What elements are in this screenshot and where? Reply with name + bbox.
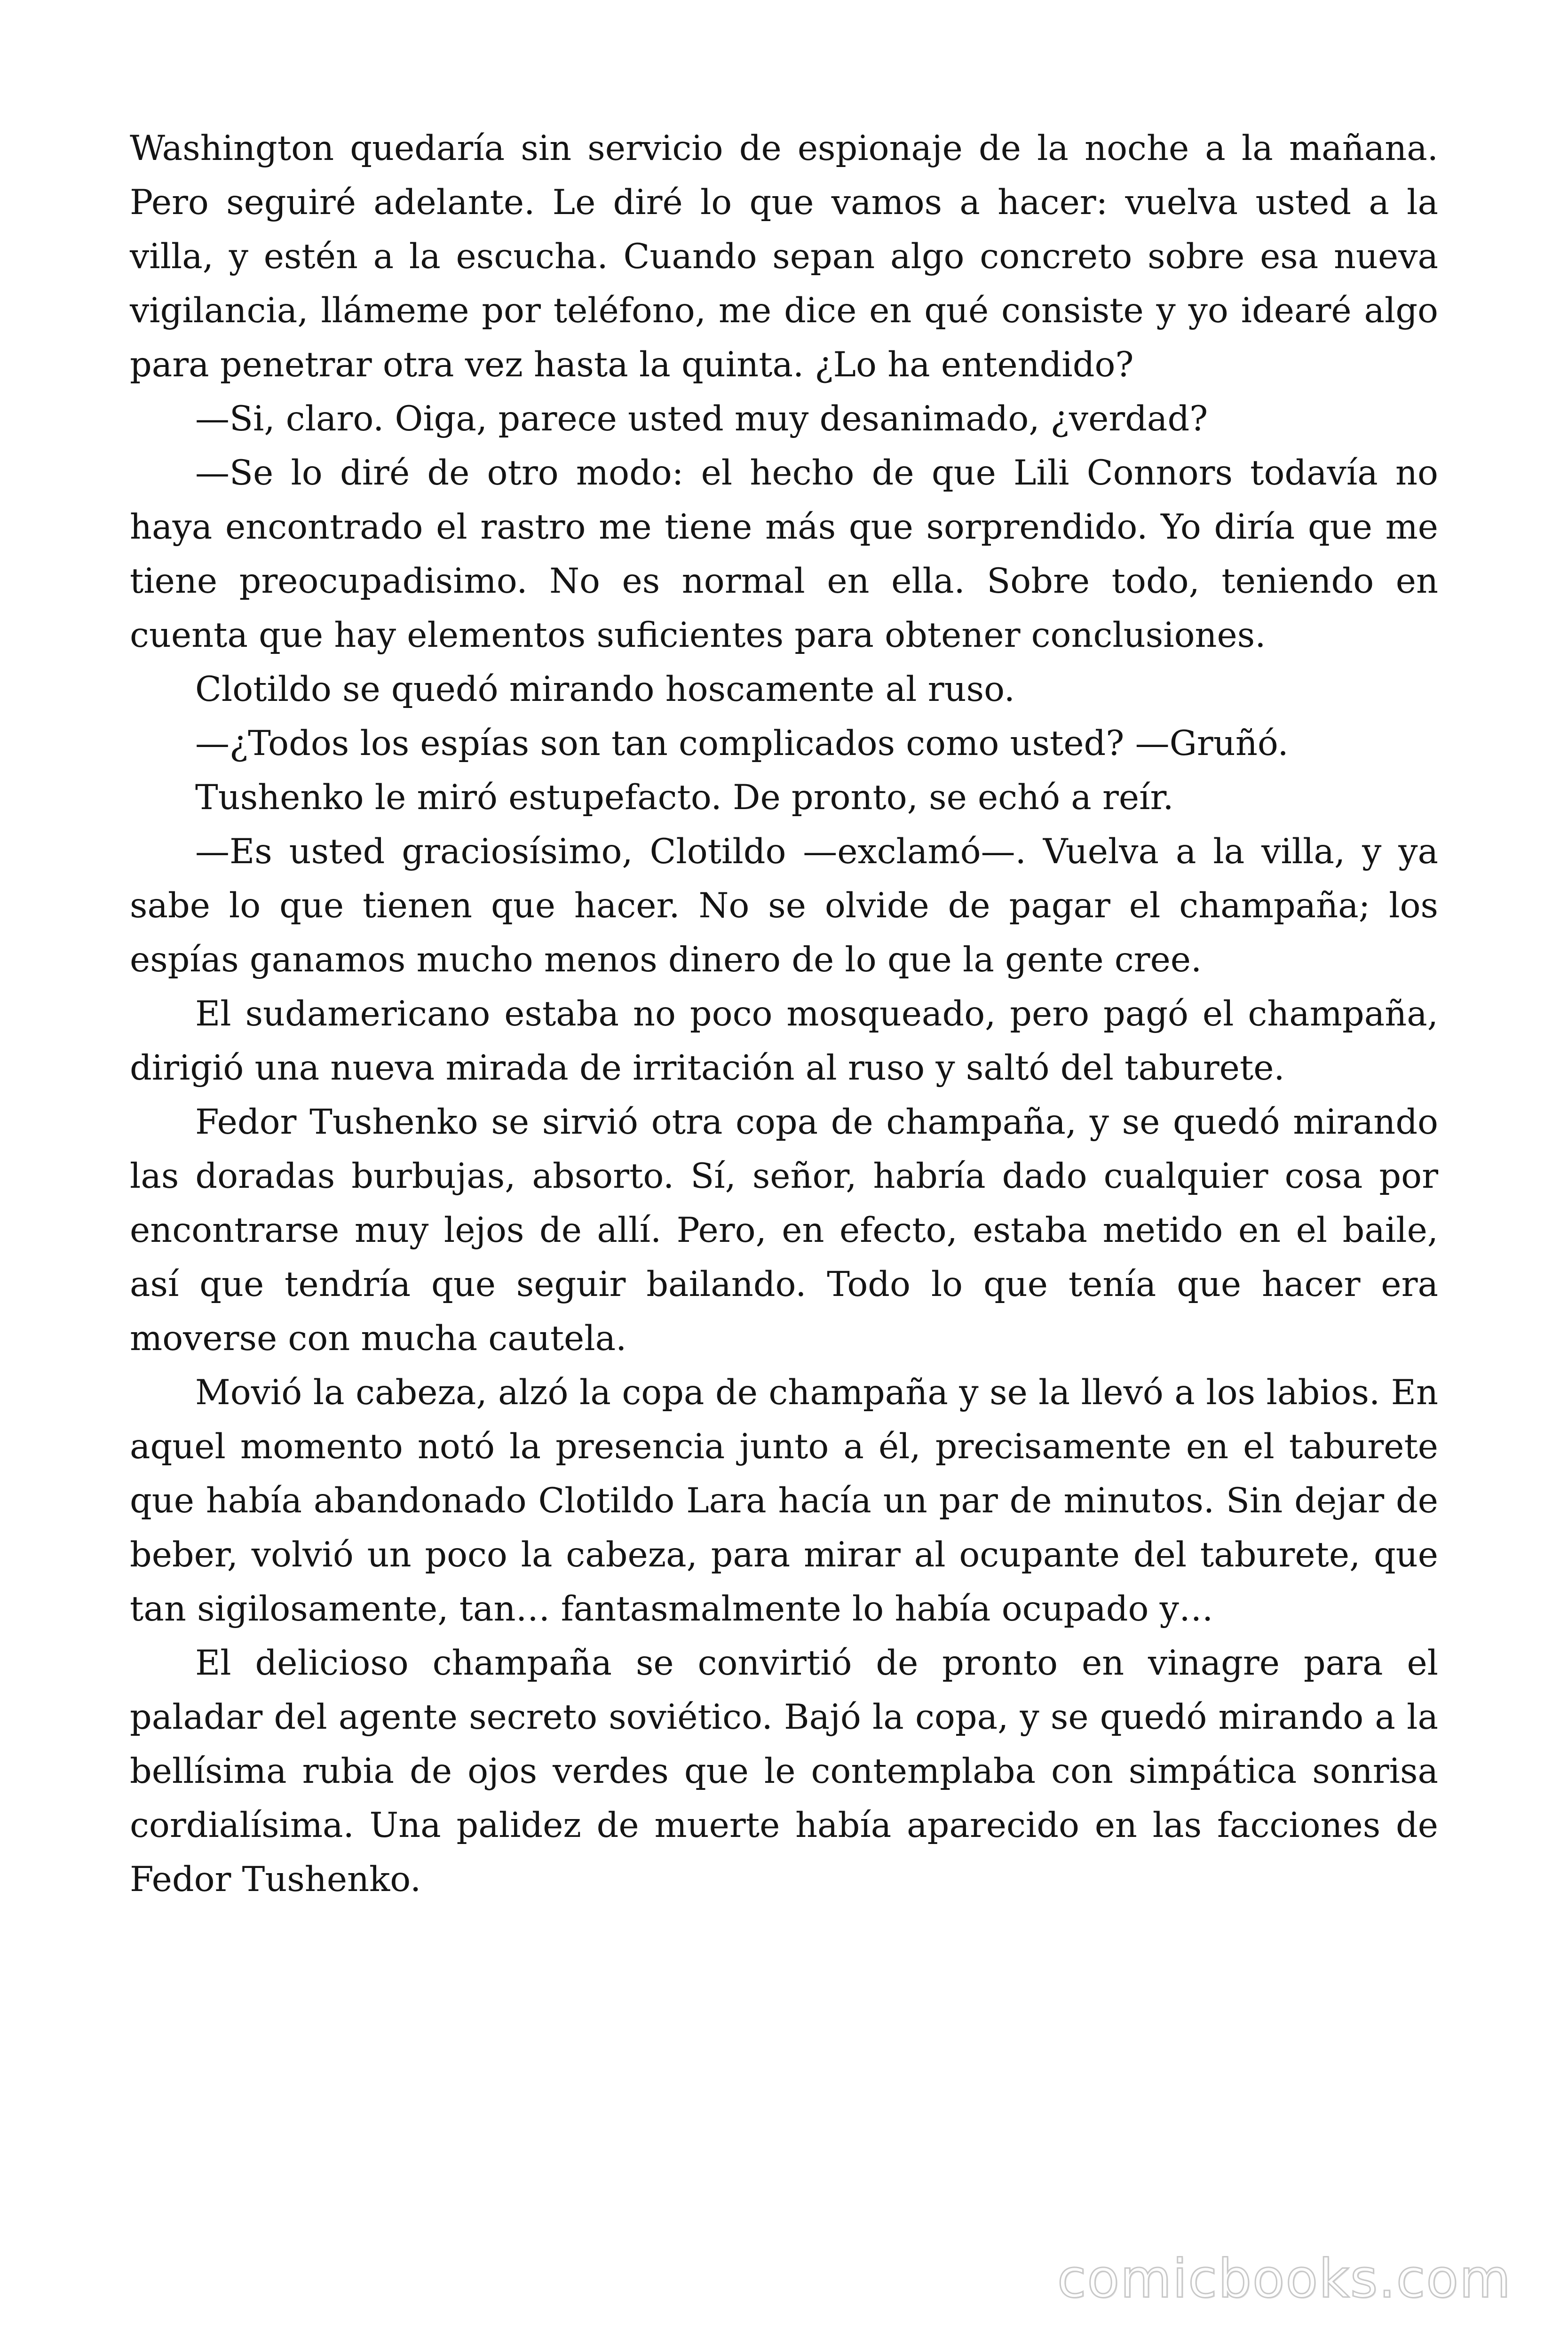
paragraph-4: Clotildo se quedó mirando hoscamente al ruso. <box>195 669 1015 709</box>
paragraph-3: —Se lo diré de otro modo: el hecho de que Lili Connors todavía no haya encontrado el rastro me tiene más que sorprendido. Yo diría que me tiene preocupadisimo. No es normal en ella. Sobre todo, teniendo en cuenta que hay elementos suficientes para obtener conclusiones. <box>130 453 1438 655</box>
paragraph-11: El delicioso champaña se convirtió de pronto en vinagre para el paladar del agente secreto soviético. Bajó la copa, y se quedó mirando a la bellísima rubia de ojos verdes que le contemplaba con simpática sonrisa cordialísima. Una palidez de muerte había aparecido en las facciones de Fedor Tushenko. <box>130 1643 1438 1899</box>
paragraph-10: Movió la cabeza, alzó la copa de champaña y se la llevó a los labios. En aquel momento notó la presencia junto a él, precisamente en el taburete que había abandonado Clotildo Lara hacía un par de minutos. Sin dejar de beber, volvió un poco la cabeza, para mirar al ocupante del taburete, que tan sigilosamente, tan… fantasmalmente lo había ocupado y… <box>130 1373 1438 1629</box>
paragraph-8: El sudamericano estaba no poco mosqueado, pero pagó el champaña, dirigió una nueva mirada de irritación al ruso y saltó del taburete. <box>130 994 1438 1088</box>
paragraph-1: Washington quedaría sin servicio de espionaje de la noche a la mañana. Pero seguiré adelante. Le diré lo que vamos a hacer: vuelva usted a la villa, y estén a la escucha. Cuando sepan algo concreto sobre esa nueva vigilancia, llámeme por teléfono, me dice en qué consiste y yo idearé algo para penetrar otra vez hasta la quinta. ¿Lo ha entendido? <box>130 128 1438 385</box>
watermark: comicbooks.com <box>1057 2249 1512 2310</box>
page-body <box>130 121 1438 1907</box>
paragraph-6: Tushenko le miró estupefacto. De pronto, se echó a reír. <box>195 778 1174 818</box>
paragraph-5: —¿Todos los espías son tan complicados como usted? —Gruñó. <box>195 723 1289 763</box>
paragraph-9: Fedor Tushenko se sirvió otra copa de champaña, y se quedó mirando las doradas burbujas, absorto. Sí, señor, habría dado cualquier cosa por encontrarse muy lejos de allí. Pero, en efecto, estaba metido en el baile, así que tendría que seguir bailando. Todo lo que tenía que hacer era moverse con mucha cautela. <box>130 1102 1438 1359</box>
paragraph-2: —Si, claro. Oiga, parece usted muy desanimado, ¿verdad? <box>195 399 1208 439</box>
paragraph-7: —Es usted graciosísimo, Clotildo —exclamó—. Vuelva a la villa, y ya sabe lo que tienen que hacer. No se olvide de pagar el champaña; los espías ganamos mucho menos dinero de lo que la gente cree. <box>130 832 1438 980</box>
